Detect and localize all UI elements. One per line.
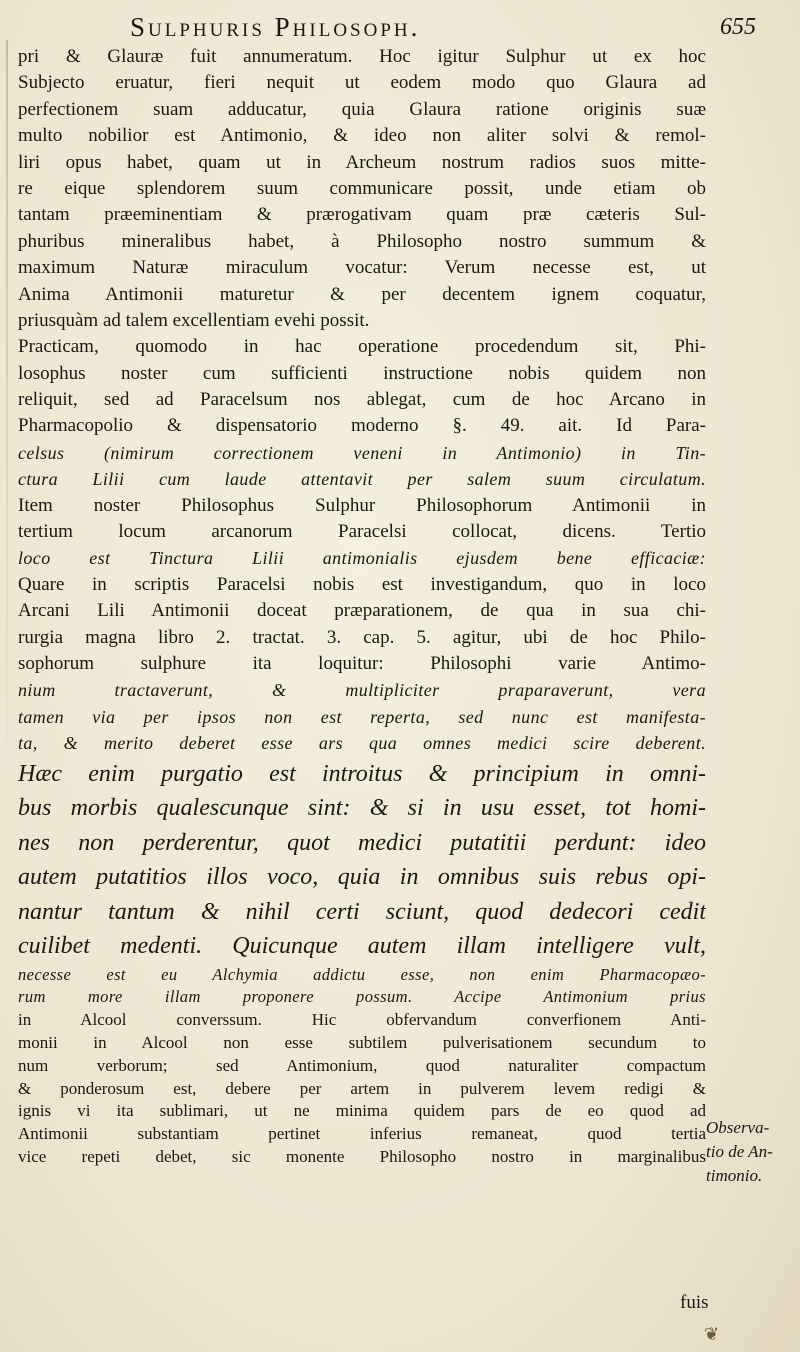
text-line: Quare in scriptis Paracelsi nobis est investigandum, quo in loco [18,573,706,595]
text-line: Pharmacopolio & dispensatorio moderno §. 49. ait. Id Para- [18,415,706,437]
text-line: ta, & merito deberet esse ars qua omnes medici scire deberent. [18,733,706,754]
text-line: autem putatitios illos voco, quia in omnibus suis rebus opi- [18,864,706,891]
text-line: losophus noster cum sufficienti instructione nobis quidem non [18,362,706,384]
text-line: sophorum sulphure ita loquitur: Philosophi varie Antimo- [18,652,706,674]
text-line: cuilibet medenti. Quicunque autem illam intelligere vult, [18,933,706,960]
text-line: phuribus mineralibus habet, à Philosopho nostro summum & [18,230,706,252]
page-number: 655 [720,14,756,40]
catchword: fuis [680,1292,709,1313]
body-text [18,44,706,1169]
text-line: necesse est eu Alchymia addictu esse, non enim Pharmacopæo- [18,964,706,984]
text-line: bus morbis qualescunque sint: & si in usu esset, tot homi- [18,795,706,822]
text-line: Anima Antimonii maturetur & per decentem ignem coquatur, [18,283,706,305]
marginal-note [706,1116,800,1188]
running-head: Sulphuris Philosoph. [130,12,421,42]
text-line: vice repeti debet, sic monente Philosopho nostro in marginalibus [18,1146,706,1166]
text-line: celsus (nimirum correctionem veneni in Antimonio) in Tin- [18,442,706,463]
marginal-note-line: tio de An- [706,1142,773,1161]
text-line: Hæc enim purgatio est introitus & principium in omni- [18,760,706,787]
text-line: tantam præeminentiam & prærogativam quam præ cæteris Sul- [18,204,706,226]
marginal-note-line: Observa- [706,1118,770,1137]
text-line: loco est Tinctura Lilii antimonialis ejusdem bene efficaciæ: [18,548,706,569]
text-line: pri & Glauræ fuit annumeratum. Hoc igitur Sulphur ut ex hoc [18,46,706,67]
text-line: num verborum; sed Antimonium, quod naturaliter compactum [18,1055,706,1075]
text-line: Practicam, quomodo in hac operatione procedendum sit, Phi- [18,336,706,358]
text-line: nantur tantum & nihil certi sciunt, quod dedecori cedit [18,898,706,925]
text-line: rum more illam proponere possum. Accipe Antimonium prius [18,987,706,1007]
text-line: tertium locum arcanorum Paracelsi collocat, dicens. Tertio [18,521,706,543]
text-line: ignis vi ita sublimari, ut ne minima quidem pars de eo quod ad [18,1101,706,1121]
text-line: Item noster Philosophus Sulphur Philosophorum Antimonii in [18,494,706,516]
text-line: ctura Lilii cum laude attentavit per salem suum circulatum. [18,469,706,490]
text-line: perfectionem suam adducatur, quia Glaura ratione originis suæ [18,98,706,120]
marginal-note-line: timonio. [706,1166,763,1185]
text-line: Antimonii substantiam pertinet inferius remaneat, quod tertia [18,1124,706,1144]
text-line: re eique splendorem suum communicare possit, unde etiam ob [18,177,706,199]
gutter-shadow [6,40,8,800]
text-line: Subjecto eruatur, fieri nequit ut eodem modo quo Glaura ad [18,72,706,94]
text-line: priusquàm ad talem excellentiam evehi possit. [18,309,370,331]
printer-ornament-icon: ❦ [704,1324,720,1344]
text-line: rurgia magna libro 2. tractat. 3. cap. 5. agitur, ubi de hoc Philo- [18,626,706,648]
text-line: nium tractaverunt, & multipliciter praparaverunt, vera [18,680,706,701]
text-line: liri opus habet, quam ut in Archeum nostrum radios suos mitte- [18,151,706,173]
text-line: tamen via per ipsos non est reperta, sed nunc est manifesta- [18,706,706,727]
text-line: multo nobilior est Antimonio, & ideo non aliter solvi & remol- [18,125,706,147]
text-line: nes non perderentur, quot medici putatitii perdunt: ideo [18,829,706,856]
text-line: in Alcool converssum. Hic obfervandum converfionem Anti- [18,1010,706,1030]
text-line: reliquit, sed ad Paracelsum nos ablegat, cum de hoc Arcano in [18,389,706,411]
text-line: monii in Alcool non esse subtilem pulverisationem secundum to [18,1032,706,1052]
text-line: Arcani Lili Antimonii doceat præparationem, de qua in sua chi- [18,600,706,622]
text-line: & ponderosum est, debere per artem in pulverem levem redigi & [18,1078,706,1098]
text-line: maximum Naturæ miraculum vocatur: Verum necesse est, ut [18,257,706,279]
